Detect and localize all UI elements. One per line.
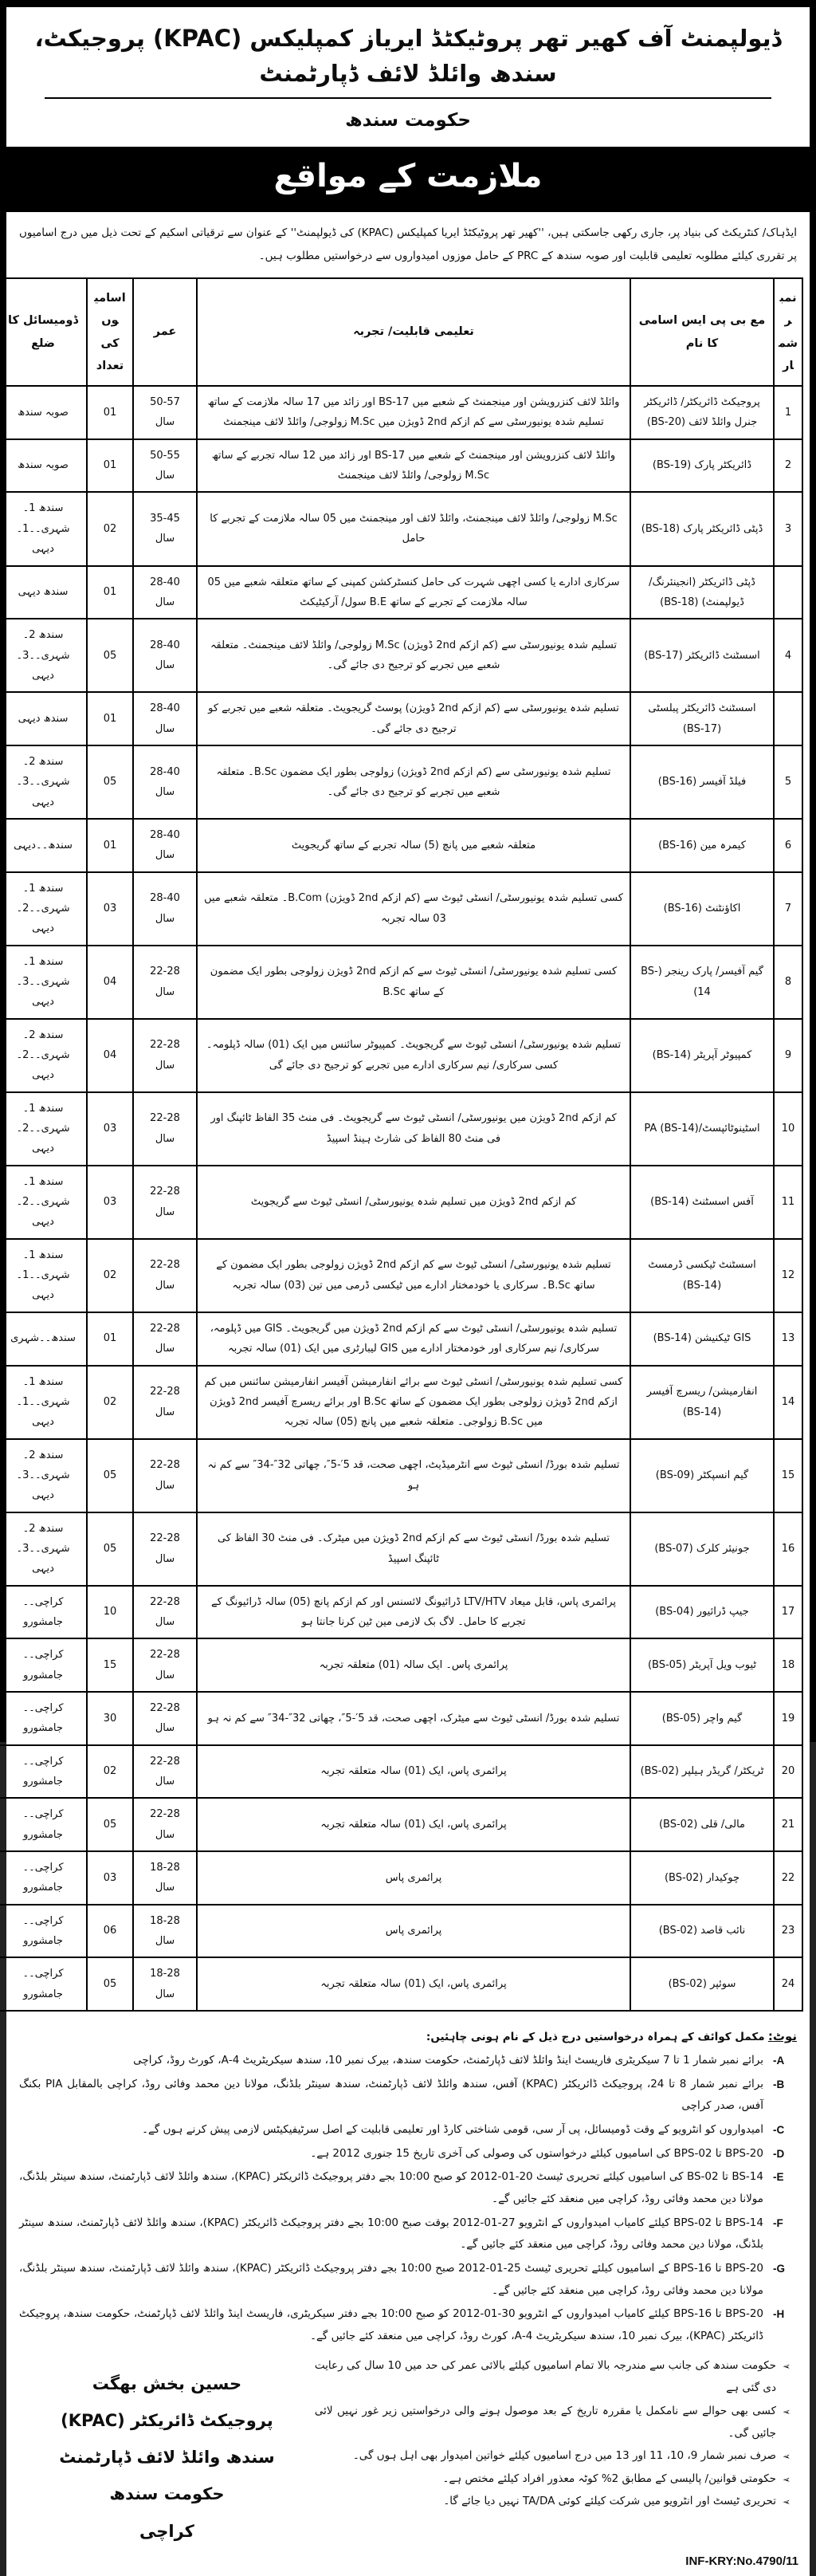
note-marker: -A [773, 2055, 785, 2067]
count-cell: 04 [87, 1019, 133, 1092]
count-cell: 05 [87, 1512, 133, 1586]
age-cell: 18-28 سال [133, 1851, 197, 1905]
note-marker: -H [773, 2308, 785, 2321]
serial-cell: 6 [774, 819, 802, 872]
count-cell: 05 [87, 1798, 133, 1851]
bullet-arrow-icon: ➢ [783, 2495, 791, 2507]
post-cell: اسسٹنٹ ٹیکسی ڈرمسٹ (BS-14) [630, 1239, 774, 1312]
post-cell: پروجیکٹ ڈائریکٹر/ ڈائریکٹر جنرل وائلڈ لائف (BS-20) [630, 386, 774, 439]
government-title: حکومت سندھ [345, 110, 471, 131]
domicile-cell: سندھ 1۔شہری۔۔1۔دیہی [0, 1366, 87, 1439]
qualification-cell: تسلیم شدہ بورڈ/ انسٹی ٹیوٹ سے کم ازکم 2nd ڈویژن میں میٹرک۔ فی منٹ 30 الفاظ کی ٹائپنگ اسپیڈ [197, 1512, 630, 1586]
note-marker: -D [773, 2147, 785, 2160]
domicile-cell: سندھ 2۔شہری۔۔3۔دیہی [0, 1512, 87, 1586]
qualification-cell: پرائمری پاس، قابل میعاد LTV/HTV ڈرائیونگ لائسنس اور کم ازکم پانچ (05) سالہ ڈرائیونگ کے تجربے کا حامل۔ لاگ بک لازمی مین ٹین کرنا جانتا ہو [197, 1586, 630, 1639]
post-cell: سوئپر (BS-02) [630, 1957, 774, 2011]
serial-cell: 4 [774, 619, 802, 692]
age-cell: 22-28 سال [133, 946, 197, 1019]
age-cell: 18-28 سال [133, 1905, 197, 1958]
post-cell: آفس اسسٹنٹ (BS-14) [630, 1166, 774, 1239]
age-cell: 22-28 سال [133, 1166, 197, 1239]
header-post: مع بی پی ایس اسامی کا نام [630, 278, 774, 386]
serial-cell [774, 692, 802, 745]
table-row [0, 1366, 802, 1439]
table-row [0, 946, 802, 1019]
post-cell: جونیئر کلرک (BS-07) [630, 1512, 774, 1586]
advertisement-page [6, 7, 810, 2576]
domicile-cell: سندھ 1۔شہری۔۔2۔دیہی [0, 872, 87, 946]
qualification-cell: کم ازکم 2nd ڈویژن میں یونیورسٹی/ انسٹی ٹیوٹ سے گریجویٹ۔ فی منٹ 35 الفاظ ٹائپنگ اور فی منٹ 80 الفاظ کی شارٹ ہینڈ اسپیڈ [197, 1092, 630, 1166]
serial-cell: 1 [774, 386, 802, 439]
qualification-cell: کسی تسلیم شدہ یونیورسٹی/ انسٹی ٹیوٹ سے (کم ازکم 2nd ڈویژن) B.Com۔ متعلقہ شعبے میں 03 سالہ تجربہ [197, 872, 630, 946]
serial-cell: 2 [774, 439, 802, 493]
domicile-cell: سندھ 1۔شہری۔۔3۔دیہی [0, 946, 87, 1019]
table-row [0, 872, 802, 946]
post-cell: گیم واچر (BS-05) [630, 1692, 774, 1745]
table-row [0, 1439, 802, 1512]
signature-block [19, 2354, 315, 2550]
note-text: برائے نمبر شمار 1 تا 7 سیکریٹری فاریسٹ اینڈ وائلڈ لائف ڈپارٹمنٹ، حکومت سندھ، بیرک نمبر 10، سندھ سیکریٹریٹ 4-A، کورٹ روڈ، کراچی [133, 2054, 763, 2067]
note-item [19, 2050, 797, 2072]
post-cell: گیم آفیسر/ پارک رینجر (BS-14) [630, 946, 774, 1019]
count-cell: 05 [87, 1957, 133, 2011]
domicile-cell: سندھ دیہی [0, 692, 87, 745]
qualification-cell: کسی تسلیم شدہ یونیورسٹی/ انسٹی ٹیوٹ سے برائے انفارمیشن آفیسر انفارمیشن سائنس میں کم ازکم 2nd ڈویژن زولوجی بطور ایک مضمون کے ساتھ B.Sc اور برائے ریسرچ آفیسر 2nd ڈویژن میں B.Sc زولوجی۔ متعلقہ شعبے میں پانچ (05) سالہ تجربہ [197, 1366, 630, 1439]
qualification-cell: تسلیم شدہ یونیورسٹی سے (کم ازکم 2nd ڈویژن) زولوجی بطور ایک مضمون B.Sc۔ متعلقہ شعبے میں تجربے کو ترجیح دی جائے گی۔ [197, 745, 630, 819]
post-cell: GIS ٹیکنیشن (BS-14) [630, 1312, 774, 1366]
post-cell: جیپ ڈرائیور (BS-04) [630, 1586, 774, 1639]
post-cell: نائب قاصد (BS-02) [630, 1905, 774, 1958]
count-cell: 03 [87, 872, 133, 946]
note-text: BPS-14 تا BPS-02 کیلئے کامیاب امیدواروں کے انٹرویو 27-01-2012 بوقت صبح 10:00 بجے دفتر پروجیکٹ ڈائریکٹر (KPAC)، سندھ وائلڈ لائف ڈپارٹمنٹ، سندھ سینٹر بلڈنگ، مولانا دین محمد وفائی روڈ، کراچی میں منعقد کئے جائیں گے۔ [19, 2216, 763, 2252]
table-row [0, 1586, 802, 1639]
age-cell: 22-28 سال [133, 1512, 197, 1586]
age-cell: 22-28 سال [133, 1092, 197, 1166]
serial-cell: 8 [774, 946, 802, 1019]
note-item [19, 2074, 797, 2118]
table-row [0, 745, 802, 819]
serial-cell: 3 [774, 492, 802, 565]
serial-cell: 9 [774, 1019, 802, 1092]
age-cell: 22-28 سال [133, 1239, 197, 1312]
qualification-cell: پرائمری پاس، ایک (01) سالہ متعلقہ تجربہ [197, 1798, 630, 1851]
serial-cell: 20 [774, 1745, 802, 1799]
age-cell: 22-28 سال [133, 1312, 197, 1366]
note-heading [19, 2024, 797, 2048]
domicile-cell: صوبہ سندھ [0, 439, 87, 493]
domicile-cell: سندھ 2۔شہری۔۔2۔دیہی [0, 1019, 87, 1092]
note-marker: -C [773, 2124, 785, 2137]
count-cell: 02 [87, 1239, 133, 1312]
post-cell: ٹریکٹر/ گریڈر ہیلپر (BS-02) [630, 1745, 774, 1799]
count-cell: 05 [87, 745, 133, 819]
jobs-banner: ملازمت کے مواقع [6, 147, 810, 212]
age-cell: 22-28 سال [133, 1638, 197, 1692]
qualification-cell: وائلڈ لائف کنزرویشن اور مینجمنٹ کے شعبے میں BS-17 اور زائد میں 17 سالہ ملازمت کے ساتھ تسلیم شدہ یونیورسٹی سے کم ازکم 2nd ڈویژن میں M.Sc زولوجی/ وائلڈ لائف مینجمنٹ [197, 386, 630, 439]
count-cell: 02 [87, 492, 133, 565]
qualification-cell: پرائمری پاس۔ ایک سالہ (01) متعلقہ تجربہ [197, 1638, 630, 1692]
count-cell: 01 [87, 386, 133, 439]
bullet-arrow-icon: ➢ [783, 2405, 791, 2417]
domicile-cell: سندھ۔۔دیہی [0, 819, 87, 872]
post-cell: گیم انسپکٹر (BS-09) [630, 1439, 774, 1512]
post-cell: فیلڈ آفیسر (BS-16) [630, 745, 774, 819]
age-cell: 28-40 سال [133, 692, 197, 745]
signature-line: حسین بخش بھگت [92, 2373, 242, 2393]
header-count: اسامیوں کی تعداد [87, 278, 133, 386]
note-item [19, 2143, 797, 2165]
serial-cell: 13 [774, 1312, 802, 1366]
domicile-cell: صوبہ سندھ [0, 386, 87, 439]
post-cell: ٹیوب ویل آپریٹر (BS-05) [630, 1638, 774, 1692]
qualification-cell: تسلیم شدہ بورڈ/ انسٹی ٹیوٹ سے انٹرمیڈیٹ، اچھی صحت، قد 5′-5″، چھاتی 32″-34″ سے کم نہ ہو [197, 1439, 630, 1512]
note-marker: -F [773, 2216, 783, 2229]
qualification-cell: پرائمری پاس [197, 1905, 630, 1958]
domicile-cell: سندھ 2۔شہری۔۔3۔دیہی [0, 745, 87, 819]
table-row [0, 1745, 802, 1799]
table-row [0, 1512, 802, 1586]
domicile-cell: کراچی۔۔جامشورو [0, 1745, 87, 1799]
header-box [6, 7, 810, 147]
count-cell: 02 [87, 1366, 133, 1439]
serial-cell: 23 [774, 1905, 802, 1958]
qualification-cell: پرائمری پاس، ایک (01) سالہ متعلقہ تجربہ [197, 1957, 630, 2011]
serial-cell: 24 [774, 1957, 802, 2011]
qualification-cell: متعلقہ شعبے میں پانچ (5) سالہ تجربے کے ساتھ گریجویٹ [197, 819, 630, 872]
age-cell: 22-28 سال [133, 1366, 197, 1439]
count-cell: 03 [87, 1166, 133, 1239]
domicile-cell: سندھ 2۔شہری۔۔3۔دیہی [0, 619, 87, 692]
post-cell: انفارمیشن/ ریسرچ آفیسر (BS-14) [630, 1366, 774, 1439]
domicile-cell: کراچی۔۔جامشورو [0, 1586, 87, 1639]
table-row [0, 439, 802, 493]
age-cell: 50-57 سال [133, 386, 197, 439]
table-row [0, 1638, 802, 1692]
bullet-text: حکومت سندھ کی جانب سے مندرجہ بالا تمام اسامیوں کیلئے بالائی عمر کی حد میں 10 سال کی رعایت دی گئی ہے [314, 2358, 776, 2395]
bullets-section [315, 2354, 797, 2512]
qualification-cell: کم ازکم 2nd ڈویژن میں تسلیم شدہ یونیورسٹی/ انسٹی ٹیوٹ سے گریجویٹ [197, 1166, 630, 1239]
table-row [0, 1166, 802, 1239]
signature-line: حکومت سندھ [109, 2484, 225, 2504]
count-cell: 01 [87, 692, 133, 745]
age-cell: 35-45 سال [133, 492, 197, 565]
post-cell: اسسٹنٹ ڈائریکٹر (BS-17) [630, 619, 774, 692]
table-row [0, 619, 802, 692]
domicile-cell: کراچی۔۔جامشورو [0, 1957, 87, 2011]
post-cell: چوکیدار (BS-02) [630, 1851, 774, 1905]
note-item [19, 2258, 797, 2302]
header-domicile: ڈومیسائل کا ضلع [0, 278, 87, 386]
age-cell: 22-28 سال [133, 1745, 197, 1799]
jobs-table-body [0, 386, 802, 2011]
bullet-text: صرف نمبر شمار 9، 10، 11 اور 13 میں درج اسامیوں کیلئے خواتین امیدوار بھی اہل ہوں گی۔ [352, 2449, 776, 2463]
note-text: BPS-20 تا BPS-02 کی اسامیوں کیلئے درخواستوں کی وصولی کی آخری تاریخ 15 جنوری 2012 ہے۔ [310, 2146, 763, 2160]
domicile-cell: کراچی۔۔جامشورو [0, 1905, 87, 1958]
qualification-cell: وائلڈ لائف کنزرویشن اور مینجمنٹ کے شعبے میں BS-17 اور زائد میں 12 سالہ تجربے کے ساتھ M.Sc زولوجی/ وائلڈ لائف مینجمنٹ [197, 439, 630, 493]
age-cell: 28-40 سال [133, 745, 197, 819]
table-header-row [0, 278, 802, 386]
table-row [0, 1092, 802, 1166]
domicile-cell: کراچی۔۔جامشورو [0, 1851, 87, 1905]
serial-cell: 10 [774, 1092, 802, 1166]
age-cell: 28-40 سال [133, 819, 197, 872]
count-cell: 01 [87, 1312, 133, 1366]
serial-cell: 22 [774, 1851, 802, 1905]
serial-cell: 21 [774, 1798, 802, 1851]
count-cell: 15 [87, 1638, 133, 1692]
note-item [19, 2119, 797, 2141]
table-row [0, 1019, 802, 1092]
table-row [0, 1957, 802, 2011]
count-cell: 01 [87, 819, 133, 872]
note-text: BPS-20 تا BPS-16 کیلئے کامیاب امیدواروں کے انٹرویو 30-01-2012 کو صبح 10:00 بجے دفتر سیکریٹری، فاریسٹ اینڈ وائلڈ لائف ڈپارٹمنٹ، حکومت سندھ، پروجیکٹ ڈائریکٹر (KPAC)، بیرک نمبر 10، سندھ سیکریٹریٹ 4-A، کورٹ روڈ، کراچی میں منعقد کئے جائیں گے۔ [19, 2307, 764, 2343]
table-row [0, 1851, 802, 1905]
bullet-item [315, 2400, 797, 2445]
post-cell: کیمرہ مین (BS-16) [630, 819, 774, 872]
bullet-item [315, 2490, 797, 2512]
note-heading-label: نوٹ: [767, 2029, 797, 2044]
qualification-cell: M.Sc زولوجی/ وائلڈ لائف مینجمنٹ، وائلڈ لائف اور مینجمنٹ میں 05 سالہ ملازمت کے تجربے کا حامل [197, 492, 630, 565]
bullet-arrow-icon: ➢ [783, 2451, 791, 2463]
count-cell: 30 [87, 1692, 133, 1745]
bullet-item [315, 2444, 797, 2467]
age-cell: 22-28 سال [133, 1019, 197, 1092]
domicile-cell: سندھ 1۔شہری۔۔2۔دیہی [0, 1092, 87, 1166]
serial-cell: 18 [774, 1638, 802, 1692]
domicile-cell: سندھ۔۔شہری [0, 1312, 87, 1366]
age-cell: 22-28 سال [133, 1692, 197, 1745]
qualification-cell: پرائمری پاس [197, 1851, 630, 1905]
count-cell: 03 [87, 1092, 133, 1166]
notes-section [6, 2020, 810, 2351]
serial-cell: 19 [774, 1692, 802, 1745]
footer-ref: INF-KRY:No.4790/11 [685, 2554, 798, 2568]
post-cell: اسسٹنٹ ڈائریکٹر پبلسٹی (BS-17) [630, 692, 774, 745]
count-cell: 02 [87, 1745, 133, 1799]
post-cell: اسٹینوٹائپسٹ/PA (BS-14) [630, 1092, 774, 1166]
serial-cell: 5 [774, 745, 802, 819]
notes-list [19, 2050, 797, 2348]
page-title: ڈیولپمنٹ آف کھیر تھر پروٹیکٹڈ ایریاز کمپلیکس (KPAC) پروجیکٹ، سندھ وائلڈ لائف ڈپارٹمنٹ [34, 25, 782, 87]
serial-cell: 15 [774, 1439, 802, 1512]
count-cell: 04 [87, 946, 133, 1019]
note-item [19, 2166, 797, 2210]
qualification-cell: تسلیم شدہ یونیورسٹی سے (کم ازکم 2nd ڈویژن) پوسٹ گریجویٹ۔ متعلقہ شعبے میں تجربے کو ترجیح دی جائے گی۔ [197, 692, 630, 745]
post-cell: اکاؤنٹنٹ (BS-16) [630, 872, 774, 946]
post-cell: ڈپٹی ڈائریکٹر (انجینئرنگ/ ڈیولپمنٹ) (BS-18) [630, 566, 774, 619]
table-row [0, 1239, 802, 1312]
signature-line: پروجیکٹ ڈائریکٹر (KPAC) [61, 2411, 273, 2431]
qualification-cell: پرائمری پاس، ایک (01) سالہ متعلقہ تجربہ [197, 1745, 630, 1799]
age-cell: 50-55 سال [133, 439, 197, 493]
serial-cell: 14 [774, 1366, 802, 1439]
domicile-cell: سندھ دیہی [0, 566, 87, 619]
domicile-cell: سندھ 1۔شہری۔۔1۔دیہی [0, 492, 87, 565]
note-text: امیدواروں کو انٹرویو کے وقت ڈومیسائل، پی آر سی، قومی شناختی کارڈ اور تعلیمی قابلیت کے اصل سرٹیفیکیٹس لازمی پیش کرنے ہوں گے۔ [142, 2123, 763, 2137]
post-cell: مالی/ قلی (BS-02) [630, 1798, 774, 1851]
qualification-cell: تسلیم شدہ بورڈ/ انسٹی ٹیوٹ سے میٹرک، اچھی صحت، قد 5′-5″، چھاتی 32″-34″ سے کم نہ ہو [197, 1692, 630, 1745]
count-cell: 01 [87, 439, 133, 493]
domicile-cell: کراچی۔۔جامشورو [0, 1798, 87, 1851]
note-item [19, 2303, 797, 2347]
header-age: عمر [133, 278, 197, 386]
count-cell: 06 [87, 1905, 133, 1958]
bullet-text: تحریری ٹیسٹ اور انٹرویو میں شرکت کیلئے کوئی TA/DA نہیں دیا جائے گا۔ [443, 2494, 776, 2507]
bullet-item [315, 2468, 797, 2490]
serial-cell: 11 [774, 1166, 802, 1239]
serial-cell: 7 [774, 872, 802, 946]
note-text: برائے نمبر شمار 8 تا 24، پروجیکٹ ڈائریکٹر (KPAC) آفس، سندھ وائلڈ لائف ڈپارٹمنٹ، سندھ سینٹر بلڈنگ، مولانا دین محمد وفائی روڈ، کراچی بالمقابل PIA بکنگ آفس، صدر کراچی [19, 2077, 763, 2113]
domicile-cell: کراچی۔۔جامشورو [0, 1638, 87, 1692]
domicile-cell: کراچی۔۔جامشورو [0, 1692, 87, 1745]
domicile-cell: سندھ 1۔شہری۔۔1۔دیہی [0, 1239, 87, 1312]
serial-cell: 16 [774, 1512, 802, 1586]
age-cell: 22-28 سال [133, 1439, 197, 1512]
note-marker: -G [773, 2263, 785, 2275]
note-text: BPS-20 تا BPS-16 کے اسامیوں کیلئے تحریری ٹیسٹ 25-01-2012 صبح 10:00 بجے دفتر پروجیکٹ ڈائریکٹر (KPAC)، سندھ وائلڈ لائف ڈپارٹمنٹ، سندھ سینٹر بلڈنگ، مولانا دین محمد وفائی روڈ، کراچی میں منعقد کئے جائیں گے۔ [19, 2262, 764, 2297]
serial-cell: 12 [774, 1239, 802, 1312]
qualification-cell: تسلیم شدہ یونیورسٹی/ انسٹی ٹیوٹ سے کم ازکم 2nd ڈویژن زولوجی بطور ایک مضمون کے ساتھ B.Sc۔ سرکاری یا خودمختار ادارے میں ٹیکسی ڈرمی میں تین (03) سالہ تجربہ [197, 1239, 630, 1312]
table-row [0, 1312, 802, 1366]
age-cell: 22-28 سال [133, 1798, 197, 1851]
bullet-text: حکومتی قوانین/ پالیسی کے مطابق 2% کوٹہ معذور افراد کیلئے مختص ہے۔ [442, 2472, 776, 2485]
age-cell: 28-40 سال [133, 619, 197, 692]
age-cell: 18-28 سال [133, 1957, 197, 2011]
domicile-cell: سندھ 2۔شہری۔۔3۔دیہی [0, 1439, 87, 1512]
table-row [0, 819, 802, 872]
count-cell: 10 [87, 1586, 133, 1639]
table-row [0, 1692, 802, 1745]
count-cell: 05 [87, 619, 133, 692]
jobs-table [0, 277, 803, 2012]
note-heading-text: مکمل کوائف کے ہمراہ درخواستیں درج ذیل کے نام ہونی چاہئیں: [426, 2031, 765, 2044]
post-cell: کمپیوٹر آپریٹر (BS-14) [630, 1019, 774, 1092]
qualification-cell: سرکاری ادارے یا کسی اچھی شہرت کی حامل کنسٹرکشن کمپنی کے ساتھ متعلقہ شعبے میں 05 سالہ ملازمت کے تجربے کے ساتھ B.E سول/ آرکیٹیکٹ [197, 566, 630, 619]
header-qualification: تعلیمی قابلیت/ تجربہ [197, 278, 630, 386]
title-divider [45, 97, 771, 99]
table-row [0, 692, 802, 745]
bullet-arrow-icon: ➢ [783, 2360, 791, 2372]
qualification-cell: تسلیم شدہ یونیورسٹی سے (کم ازکم 2nd ڈویژن) M.Sc زولوجی/ وائلڈ لائف مینجمنٹ۔ متعلقہ شعبے میں تجربے کو ترجیح دی جائے گی۔ [197, 619, 630, 692]
note-marker: -E [773, 2171, 784, 2184]
post-cell: ڈپٹی ڈائریکٹر پارک (BS-18) [630, 492, 774, 565]
note-text: BS-14 تا BS-02 کی اسامیوں کیلئے تحریری ٹیسٹ 20-01-2012 کو صبح 10:00 بجے دفتر پروجیکٹ ڈائریکٹر (KPAC)، سندھ وائلڈ لائف ڈپارٹمنٹ، سندھ سینٹر بلڈنگ، مولانا دین محمد وفائی روڈ، کراچی میں منعقد کئے جائیں گے۔ [19, 2170, 763, 2206]
bullet-item [315, 2354, 797, 2400]
qualification-cell: کسی تسلیم شدہ یونیورسٹی/ انسٹی ٹیوٹ سے کم ازکم 2nd ڈویژن زولوجی بطور ایک مضمون کے ساتھ B.Sc [197, 946, 630, 1019]
age-cell: 28-40 سال [133, 872, 197, 946]
note-marker: -B [773, 2078, 785, 2090]
age-cell: 28-40 سال [133, 566, 197, 619]
count-cell: 01 [87, 566, 133, 619]
count-cell: 05 [87, 1439, 133, 1512]
count-cell: 03 [87, 1851, 133, 1905]
header-serial: نمبر شمار [774, 278, 802, 386]
post-cell: ڈائریکٹر پارک (BS-19) [630, 439, 774, 493]
serial-cell: 17 [774, 1586, 802, 1639]
table-row [0, 492, 802, 565]
bullet-text: کسی بھی حوالے سے نامکمل یا مقررہ تاریخ کے بعد موصول ہونے والی درخواستیں زیر غور نہیں لائی جائیں گی۔ [314, 2404, 776, 2440]
intro-paragraph: ایڈہاک/ کنٹریکٹ کی بنیاد پر، جاری رکھی جاسکتی ہیں، ''کھیر تھر پروٹیکٹڈ ایریا کمپلیکس (KPAC) کی ڈیولپمنٹ'' کے عنوان سے ترقیاتی اسکیم کے تحت ذیل میں درج اسامیوں پر تقرری کیلئے مطلوبہ تعلیمی قابلیت اور صوبہ سندھ کے PRC کے حامل موزوں امیدواروں سے درخواستیں مطلوب ہیں۔ [19, 226, 797, 263]
bottom-area [6, 2351, 810, 2550]
table-row [0, 1905, 802, 1958]
qualification-cell: تسلیم شدہ یونیورسٹی/ انسٹی ٹیوٹ سے گریجویٹ۔ کمپیوٹر سائنس میں ایک (01) سالہ ڈپلومہ۔ کسی سرکاری/ نیم سرکاری ادارے میں تجربے کو ترجیح دی جائے گی [197, 1019, 630, 1092]
serial-cell [774, 566, 802, 619]
table-row [0, 386, 802, 439]
table-row [0, 1798, 802, 1851]
signature-line: کراچی [139, 2521, 194, 2541]
signature-line: سندھ وائلڈ لائف ڈپارٹمنٹ [59, 2448, 275, 2468]
domicile-cell: سندھ 1۔شہری۔۔2۔دیہی [0, 1166, 87, 1239]
note-item [19, 2212, 797, 2256]
bullet-arrow-icon: ➢ [783, 2473, 791, 2485]
qualification-cell: تسلیم شدہ یونیورسٹی/ انسٹی ٹیوٹ سے کم ازکم 2nd ڈویژن میں گریجویٹ۔ GIS میں ڈپلومہ، سرکاری/ نیم سرکاری اور خودمختار ادارے میں GIS لیبارٹری میں ایک (01) سالہ تجربہ [197, 1312, 630, 1366]
table-row [0, 566, 802, 619]
age-cell: 22-28 سال [133, 1586, 197, 1639]
